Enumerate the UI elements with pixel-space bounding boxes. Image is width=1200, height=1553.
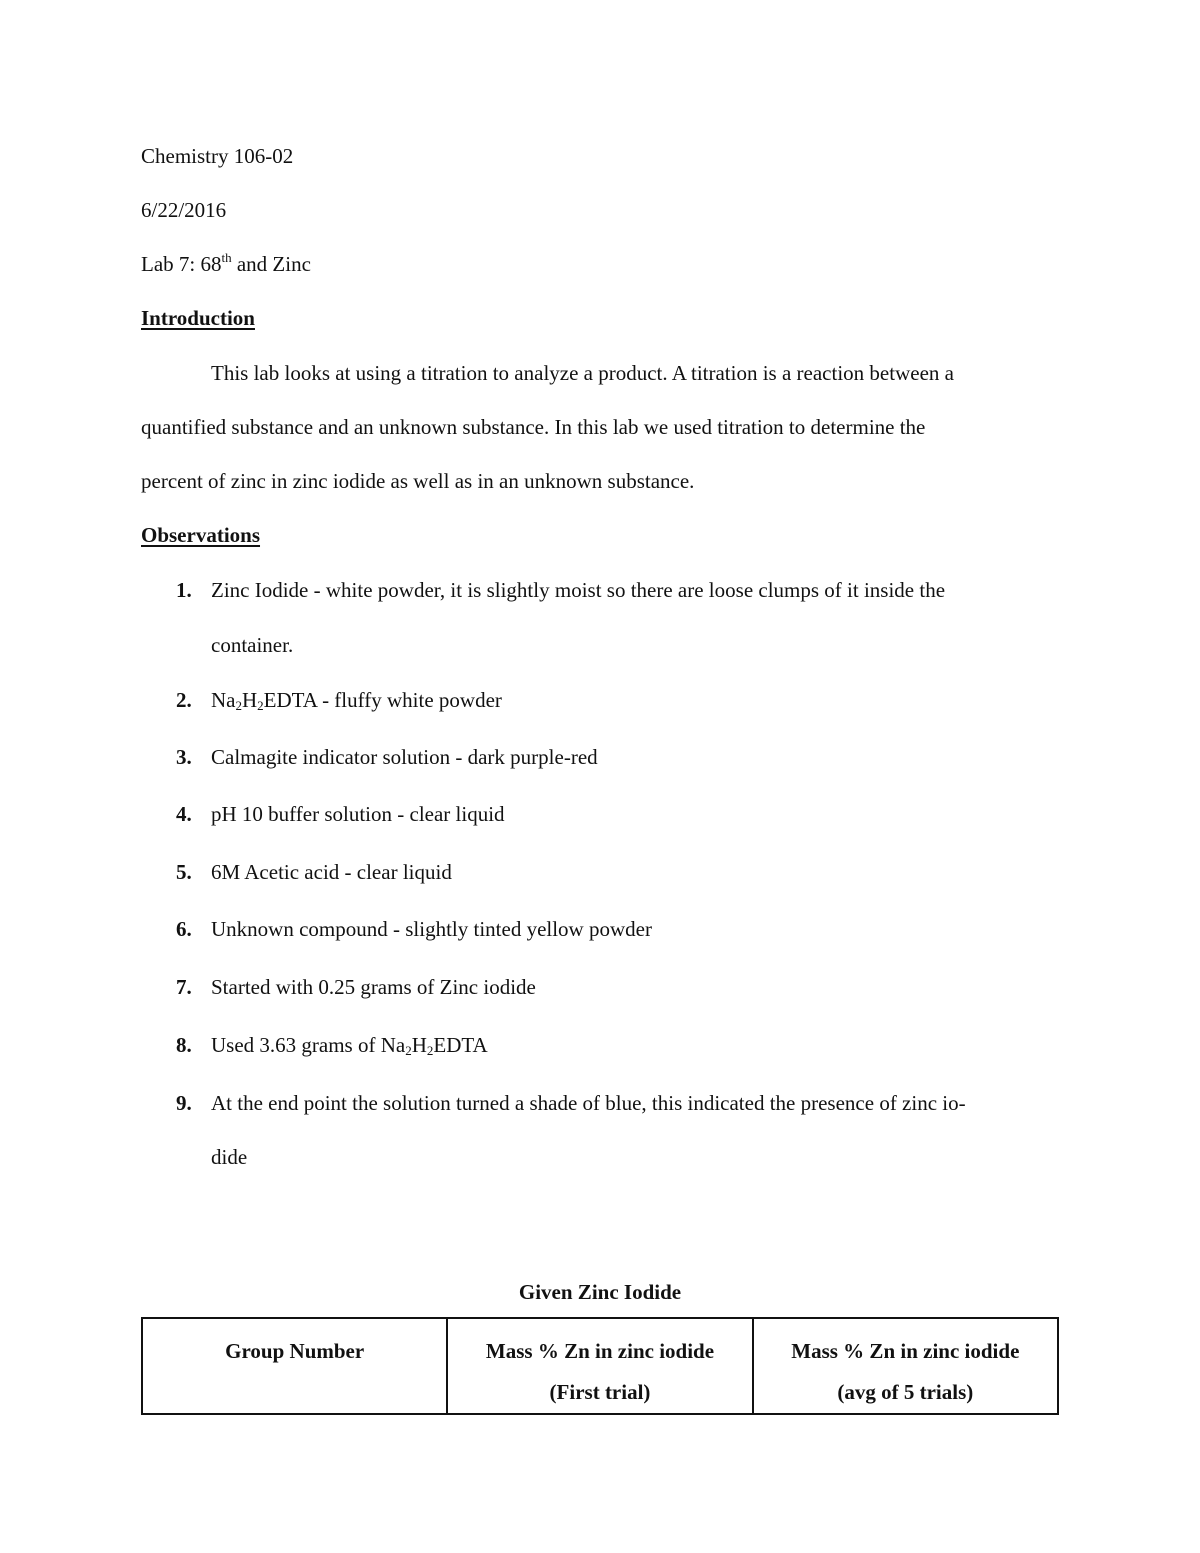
list-number: 7.	[176, 975, 192, 999]
list-item: Unknown compound - slightly tinted yellow powder	[211, 917, 652, 941]
introduction-heading: Introduction	[141, 306, 255, 330]
lab-title-superscript: th	[221, 250, 232, 265]
list-number: 2.	[176, 688, 192, 712]
list-item-continuation: dide	[211, 1145, 248, 1169]
list-number: 4.	[176, 802, 192, 826]
list-number: 9.	[176, 1091, 192, 1115]
list-item: At the end point the solution turned a shade of blue, this indicated the presence of zinc io-	[211, 1091, 966, 1115]
list-item: 6M Acetic acid - clear liquid	[211, 860, 452, 884]
course-title: Chemistry 106-02	[141, 144, 294, 168]
intro-line-1: This lab looks at using a titration to analyze a product. A titration is a reaction between a	[211, 361, 954, 385]
lab-title-suffix: and Zinc	[231, 252, 311, 276]
header-line: Group Number	[225, 1339, 365, 1363]
list-item: Used 3.63 grams of $Na_2H_2EDTA$	[211, 1033, 488, 1058]
table-header-row	[142, 1318, 1058, 1414]
list-item: Zinc Iodide - white powder, it is slightly moist so there are loose clumps of it inside the	[211, 578, 946, 602]
results-table	[141, 1317, 1059, 1415]
list-number: 1.	[176, 578, 192, 602]
lab-title-prefix: Lab 7: 68	[141, 252, 222, 276]
list-item: $Na_2H_2EDTA$ - fluffy white powder	[211, 688, 502, 713]
intro-line-3: percent of zinc in zinc iodide as well as in an unknown substance.	[141, 469, 695, 493]
list-item: pH 10 buffer solution - clear liquid	[211, 802, 505, 826]
header-line: Mass % Zn in zinc iodide	[485, 1339, 715, 1363]
report-date: 6/22/2016	[141, 198, 227, 222]
header-line: (avg of 5 trials)	[837, 1380, 974, 1404]
intro-line-2: quantified substance and an unknown substance. In this lab we used titration to determine the	[141, 415, 926, 439]
list-item: Started with 0.25 grams of Zinc iodide	[211, 975, 536, 999]
header-line: Mass % Zn in zinc iodide	[791, 1339, 1020, 1363]
list-number: 3.	[176, 745, 192, 769]
list-number: 6.	[176, 917, 192, 941]
header-cell-group-number	[142, 1318, 447, 1414]
list-number: 5.	[176, 860, 192, 884]
observations-heading: Observations	[141, 523, 261, 547]
table-title: Given Zinc Iodide	[518, 1280, 682, 1304]
list-number: 8.	[176, 1033, 192, 1057]
header-cell-first-trial	[447, 1318, 752, 1414]
header-cell-avg-trials	[753, 1318, 1058, 1414]
list-item-continuation: container.	[211, 633, 294, 657]
list-item: Calmagite indicator solution - dark purple-red	[211, 745, 598, 769]
lab-title	[141, 250, 311, 276]
header-line: (First trial)	[549, 1380, 651, 1404]
